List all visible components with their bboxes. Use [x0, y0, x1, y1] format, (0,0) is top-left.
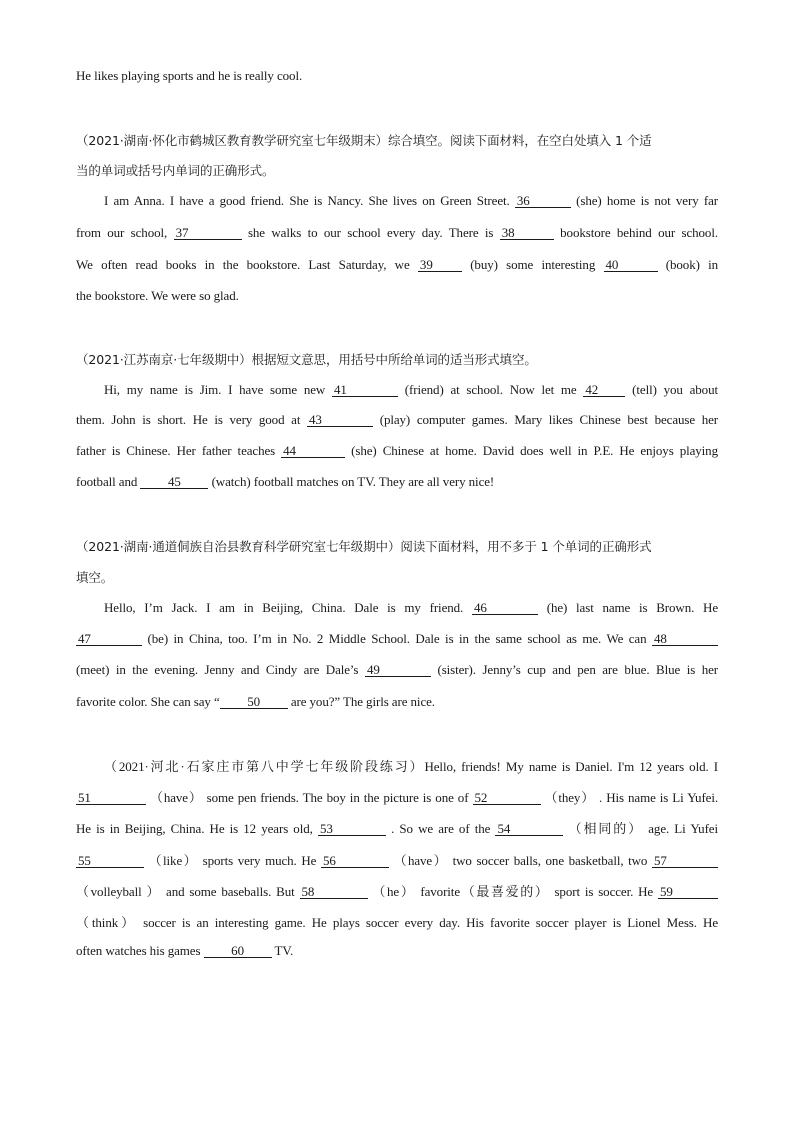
text-run: (she) home is not very far [576, 193, 718, 208]
text-run: favorite color. She can say “ [76, 694, 220, 709]
blank-58[interactable]: 58 [300, 885, 368, 899]
section1-para-line [76, 257, 718, 273]
blank-48[interactable]: 48 [652, 632, 718, 646]
blank-37[interactable]: 37 [174, 226, 242, 240]
text-run: them. John is short. He is very good at [76, 412, 301, 427]
text-run: Hello, I’m Jack. I am in Beijing, China. Dale is my friend. [104, 600, 464, 615]
section2-para-line [76, 474, 718, 490]
blank-53[interactable]: 53 [318, 822, 386, 836]
blank-38[interactable]: 38 [500, 226, 554, 240]
text-run: (be) in China, too. I’m in No. 2 Middle School. Dale is in the same school as me. We can [147, 631, 647, 646]
text-run: . So we are of the [391, 821, 491, 836]
section2-para-line [76, 412, 718, 428]
section4-para-line [76, 943, 718, 959]
text-run: father is Chinese. Her father teaches [76, 443, 276, 458]
section4-para-line [76, 912, 718, 931]
section4-para-line [104, 756, 718, 775]
section2-para-line [76, 443, 718, 459]
section1-para-line [76, 225, 718, 241]
section4-para-line [76, 850, 718, 869]
blank-44[interactable]: 44 [281, 444, 345, 458]
text-run: （have） some pen friends. The boy in the picture is one of [150, 790, 469, 805]
text-run: （相同的） age. Li Yufei [568, 821, 718, 836]
blank-60[interactable]: 60 [204, 944, 272, 958]
section1-header-line1: （2021·湖南·怀化市鹤城区教育教学研究室七年级期末）综合填空。阅读下面材料，在空白处填入 1 个适 [76, 133, 652, 148]
text-run: (she) Chinese at home. David does well in P.E. He enjoys playing [351, 443, 718, 458]
text-run: (play) computer games. Mary likes Chinese best because her [379, 412, 718, 427]
text-run: football and [76, 474, 138, 489]
section3-para-line [76, 662, 718, 678]
blank-46[interactable]: 46 [472, 601, 538, 615]
blank-49[interactable]: 49 [365, 663, 431, 677]
blank-59[interactable]: 59 [658, 885, 718, 899]
text-run: Hi, my name is Jim. I have some new [104, 382, 326, 397]
text-run: bookstore behind our school. [560, 225, 718, 240]
text-run: （like） sports very much. He [148, 853, 317, 868]
text-run: （he） favorite（最喜爱的） sport is soccer. He [372, 884, 654, 899]
blank-42[interactable]: 42 [583, 383, 625, 397]
blank-47[interactable]: 47 [76, 632, 142, 646]
section3-header-line1: （2021·湖南·通道侗族自治县教育科学研究室七年级期中）阅读下面材料，用不多于 1 个单词的正确形式 [76, 539, 652, 554]
continuation-line: He likes playing sports and he is really cool. [76, 68, 303, 83]
text-run: I am Anna. I have a good friend. She is Nancy. She lives on Green Street. [104, 193, 510, 208]
text-run: (he) last name is Brown. He [546, 600, 718, 615]
continuation-text [76, 68, 718, 84]
blank-57[interactable]: 57 [652, 854, 718, 868]
text-run: (buy) some interesting [470, 257, 596, 272]
section4-para-line [76, 881, 718, 900]
section1-para-line [104, 193, 718, 209]
blank-36[interactable]: 36 [515, 194, 571, 208]
blank-43[interactable]: 43 [307, 413, 373, 427]
text-run: （think） soccer is an interesting game. He plays soccer every day. His favorite soccer player is Lionel Mess. He [76, 915, 718, 930]
blank-40[interactable]: 40 [604, 258, 658, 272]
text-run: He is in Beijing, China. He is 12 years old, [76, 821, 313, 836]
blank-50[interactable]: 50 [220, 695, 288, 709]
text-run: from our school, [76, 225, 168, 240]
section3-para-line [104, 600, 718, 616]
blank-41[interactable]: 41 [332, 383, 398, 397]
section3-para-line [76, 631, 718, 647]
text-run: （have） two soccer balls, one basketball, two [393, 853, 648, 868]
blank-45[interactable]: 45 [140, 475, 208, 489]
section4-para-line [76, 818, 718, 837]
blank-56[interactable]: 56 [321, 854, 389, 868]
section3-header-line2: 填空。 [76, 570, 114, 585]
text-run: (friend) at school. Now let me [404, 382, 577, 397]
blank-51[interactable]: 51 [76, 791, 146, 805]
text-run: the bookstore. We were so glad. [76, 288, 239, 303]
text-run: she walks to our school every day. There is [247, 225, 494, 240]
text-run: often watches his games [76, 943, 201, 958]
section1-header-line2: 当的单词或括号内单词的正确形式。 [76, 163, 275, 178]
text-run: (meet) in the evening. Jenny and Cindy are Dale’s [76, 662, 359, 677]
section4-para-line [76, 787, 718, 806]
text-run: （they） . His name is Li Yufei. [544, 790, 719, 805]
section1-para-line [76, 288, 718, 304]
text-run: We often read books in the bookstore. Last Saturday, we [76, 257, 410, 272]
text-run: （volleyball ） and some baseballs. But [76, 884, 295, 899]
section3-para-line [76, 694, 718, 710]
blank-39[interactable]: 39 [418, 258, 462, 272]
section2-para-line [104, 382, 718, 398]
text-run: (book) in [665, 257, 719, 272]
blank-52[interactable]: 52 [473, 791, 541, 805]
blank-55[interactable]: 55 [76, 854, 144, 868]
text-run: TV. [274, 943, 294, 958]
text-run: （2021·河北·石家庄市第八中学七年级阶段练习）Hello, friends! My name is Daniel. I'm 12 years old. I [104, 759, 718, 774]
text-run: (tell) you about [632, 382, 718, 397]
blank-54[interactable]: 54 [495, 822, 563, 836]
text-run: (watch) football matches on TV. They are all very nice! [211, 474, 495, 489]
text-run: are you?” The girls are nice. [290, 694, 435, 709]
section2-header: （2021·江苏南京·七年级期中）根据短文意思，用括号中所给单词的适当形式填空。 [76, 352, 537, 367]
text-run: (sister). Jenny’s cup and pen are blue. Blue is her [437, 662, 718, 677]
